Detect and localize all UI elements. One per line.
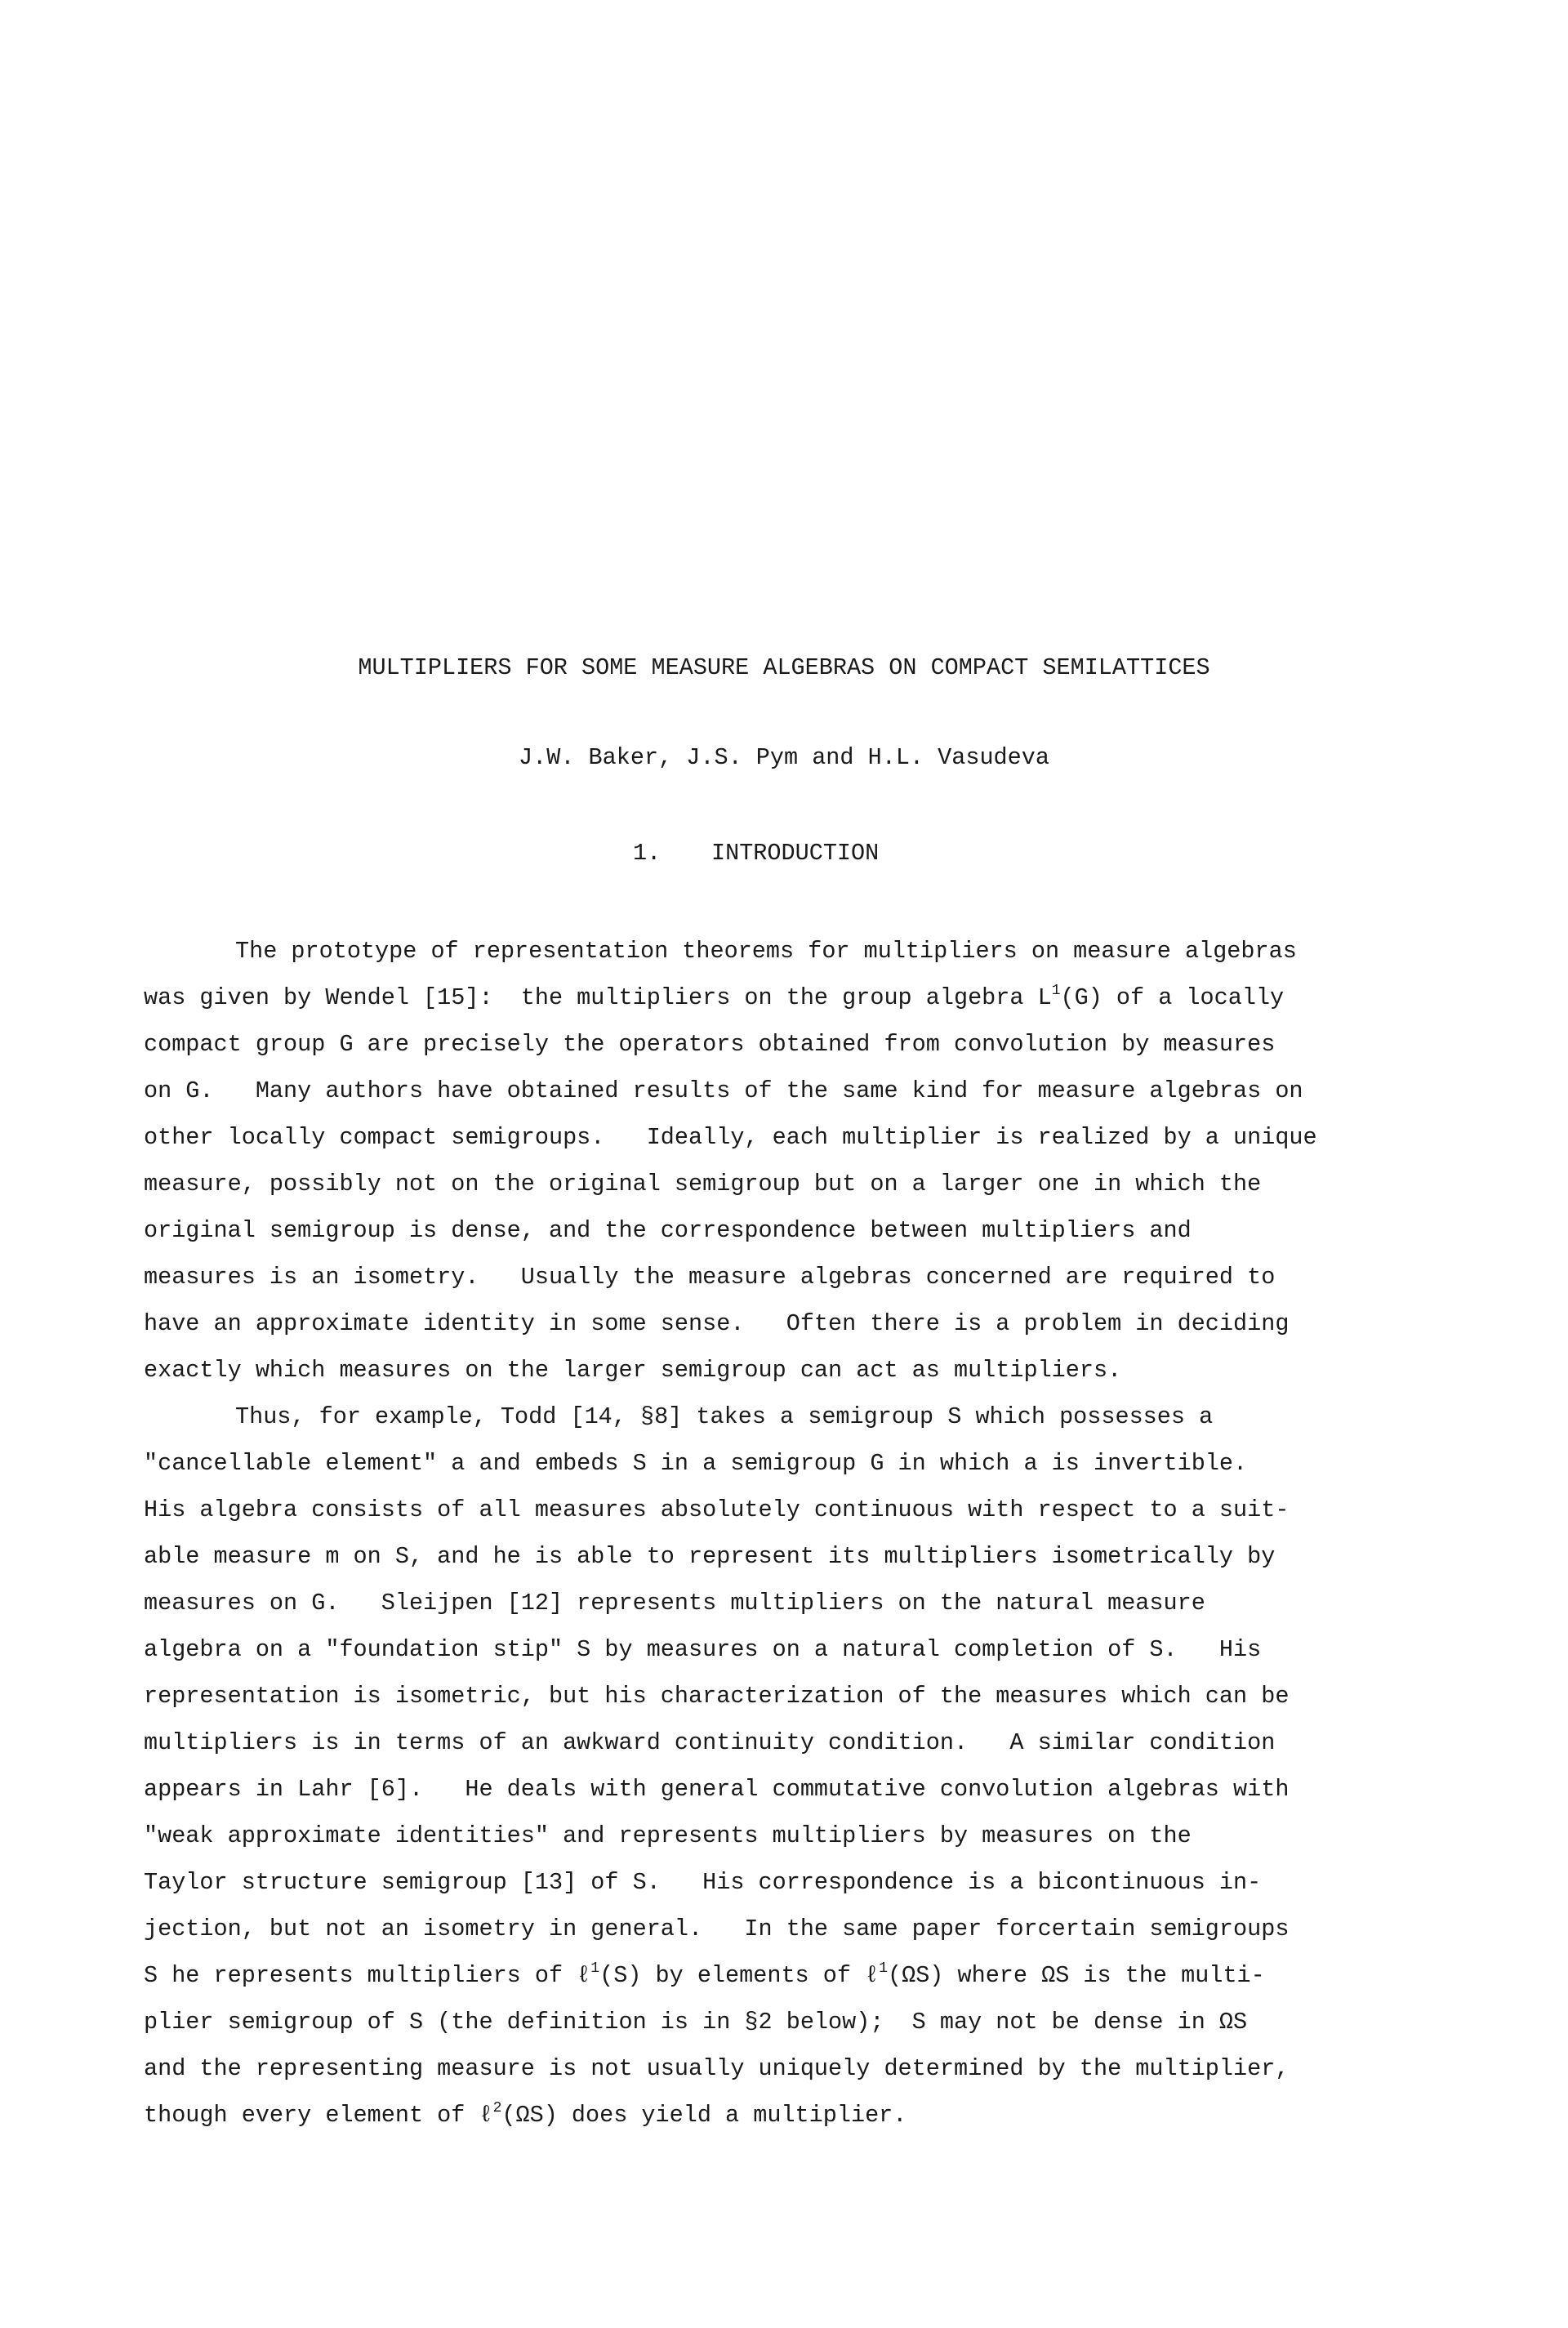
paragraph-2-line: representation is isometric, but his characterization of the measures which can be [144,1683,1290,1710]
paragraph-1-line: compact group G are precisely the operators obtained from convolution by measures [144,1031,1276,1058]
section-title: INTRODUCTION [711,840,880,867]
paragraph-2-line: jection, but not an isometry in general. In the same paper forcertain semigroups [144,1915,1290,1942]
paragraph-1-line: measures is an isometry. Usually the measure algebras concerned are required to [144,1264,1276,1291]
paragraph-1-line: other locally compact semigroups. Ideally, each multiplier is realized by a unique [144,1124,1317,1151]
paragraph-1-line: was given by Wendel [15]: the multipliers on the group algebra $L^1(G)$ of a locally [144,983,1285,1011]
paragraph-1-line: on G. Many authors have obtained results of the same kind for measure algebras on [144,1077,1303,1104]
paragraph-2-line: and the representing measure is not usually uniquely determined by the multiplier, [144,2055,1290,2082]
paper-authors: J.W. Baker, J.S. Pym and H.L. Vasudeva [519,744,1049,771]
paragraph-2-line: algebra on a "foundation stip" S by measures on a natural completion of S. His [144,1636,1262,1663]
paragraph-1-line: measure, possibly not on the original semigroup but on a larger one in which the [144,1171,1262,1197]
paragraph-2-line: Thus, for example, Todd [14, §8] takes a semigroup S which possesses a [235,1403,1214,1430]
paragraph-2-line: appears in Lahr [6]. He deals with general commutative convolution algebras with [144,1776,1290,1803]
section-number: 1. [633,840,662,867]
paragraph-2-line: S he represents multipliers of ℓ$^1$(S) by elements of ℓ$^1$(ΩS) where ΩS is the multi- [144,1960,1265,1989]
paragraph-2-line: though every element of ℓ$^2$(ΩS) does yield a multiplier. [144,2100,907,2129]
paragraph-2-line: "weak approximate identities" and represents multipliers by measures on the [144,1822,1192,1849]
paragraph-1-line: have an approximate identity in some sense. Often there is a problem in deciding [144,1310,1290,1337]
paragraph-2-line: multipliers is in terms of an awkward continuity condition. A similar condition [144,1729,1276,1756]
paragraph-2-line: plier semigroup of S (the definition is in §2 below); S may not be dense in ΩS [144,2009,1248,2036]
paragraph-2-line: measures on G. Sleijpen [12] represents multipliers on the natural measure [144,1590,1205,1617]
paragraph-2-line: His algebra consists of all measures absolutely continuous with respect to a suit- [144,1496,1290,1523]
paragraph-2-line: Taylor structure semigroup [13] of S. His correspondence is a bicontinuous in- [144,1869,1262,1896]
body-text [144,928,1450,2138]
section-heading [633,837,879,870]
paragraph-2-line: able measure m on S, and he is able to represent its multipliers isometrically by [144,1543,1276,1570]
paragraph-1-line: exactly which measures on the larger semigroup can act as multipliers. [144,1357,1122,1384]
paragraph-1-line: The prototype of representation theorems for multipliers on measure algebras [235,938,1297,965]
paragraph-2-line: "cancellable element" a and embeds S in a semigroup G in which a is invertible. [144,1450,1248,1477]
paragraph-1-line: original semigroup is dense, and the correspondence between multipliers and [144,1217,1192,1244]
paper-title: MULTIPLIERS FOR SOME MEASURE ALGEBRAS ON COMPACT SEMILATTICES [358,654,1210,681]
